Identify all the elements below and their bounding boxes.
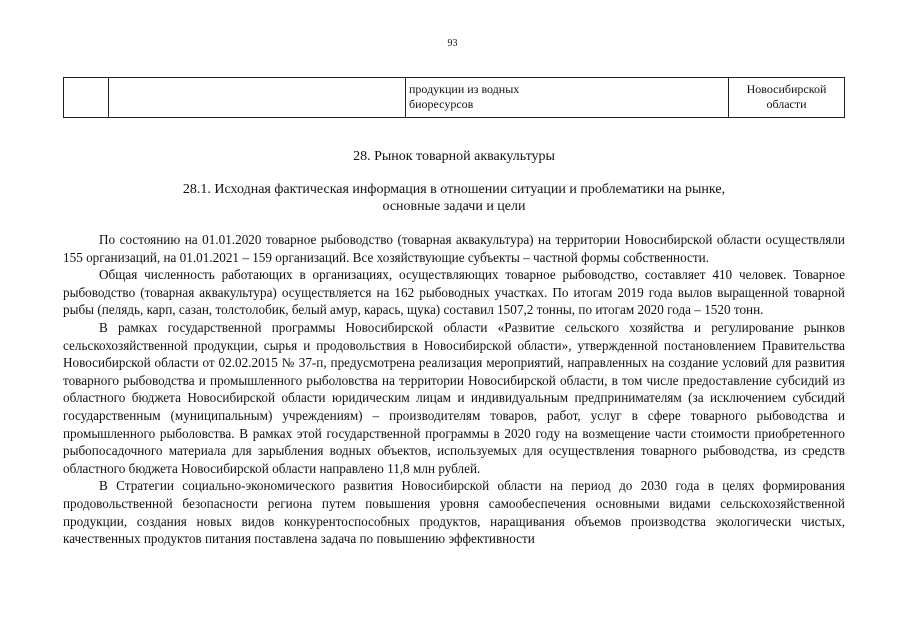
subsection-title-line: основные задачи и цели	[382, 199, 526, 214]
table-row	[64, 78, 845, 118]
cell-text-line: биоресурсов	[409, 97, 474, 111]
subsection-title-line: 28.1. Исходная фактическая информация в отношении ситуации и проблематики на рынке,	[182, 182, 726, 197]
cell-text-line: области	[766, 97, 807, 111]
section-title: 28. Рынок товарной аквакультуры	[353, 149, 555, 164]
body-text	[63, 231, 845, 548]
paragraph: По состоянию на 01.01.2020 товарное рыбоводство (товарная аквакультура) на территории Новосибирской области осуществляли 155 организаций, на 01.01.2021 – 159 организаций. Все хозяйствующие субъекты – частной формы собственности.	[63, 232, 845, 265]
table-cell-activity	[406, 78, 729, 118]
cell-text-line: Новосибирской	[746, 82, 827, 96]
continuation-table	[63, 77, 845, 118]
cell-text-line: продукции из водных	[409, 82, 520, 96]
table-cell-name	[109, 78, 406, 118]
table-cell-region	[729, 78, 845, 118]
paragraph: В Стратегии социально-экономического развития Новосибирской области на период до 2030 года в целях формирования продовольственной безопасности региона путем повышения уровня самообеспечения основными видами сельскохозяйственной продукции, создания новых видов конкурентоспособных продуктов, наращивания объемов производства экологически чистых, качественных продуктов питания поставлена задача по повышению эффективности	[63, 478, 845, 547]
paragraph: Общая численность работающих в организациях, осуществляющих товарное рыбоводство, составляет 410 человек. Товарное рыбоводство (товарная аквакультура) осуществляется на 162 рыбоводных участках. По итогам 2019 года вылов выращенной товарной рыбы (пелядь, карп, сазан, толстолобик, белый амур, карась, щука) составил 1507,2 тонны, по итогам 2020 года – 1520 тонн.	[63, 267, 845, 318]
table-cell-number	[64, 78, 109, 118]
page-number: 93	[447, 38, 458, 49]
paragraph: В рамках государственной программы Новосибирской области «Развитие сельского хозяйства и регулирование рынков сельскохозяйственной продукции, сырья и продовольствия в Новосибирской области», утвержденной постановлением Правительства Новосибирской области от 02.02.2015 № 37-п, предусмотрена реализация мероприятий, направленных на создание условий для развития товарного рыбоводства и промышленного рыболовства на территории Новосибирской области, в том числе предоставление субсидий из областного бюджета Новосибирской области юридическим лицам и индивидуальным предпринимателям (за исключением субсидий государственным (муниципальным) учреждениям) – производителям товаров, работ, услуг в сфере товарного рыбоводства и промышленного рыболовства. В рамках этой государственной программы в 2020 году на возмещение части стоимости приобретенного рыбопосадочного материала для зарыбления водных объектов, используемых для осуществления товарного рыбоводства, из средств областного бюджета Новосибирской области направлено 11,8 млн рублей.	[63, 319, 845, 476]
subsection-title	[63, 181, 845, 215]
